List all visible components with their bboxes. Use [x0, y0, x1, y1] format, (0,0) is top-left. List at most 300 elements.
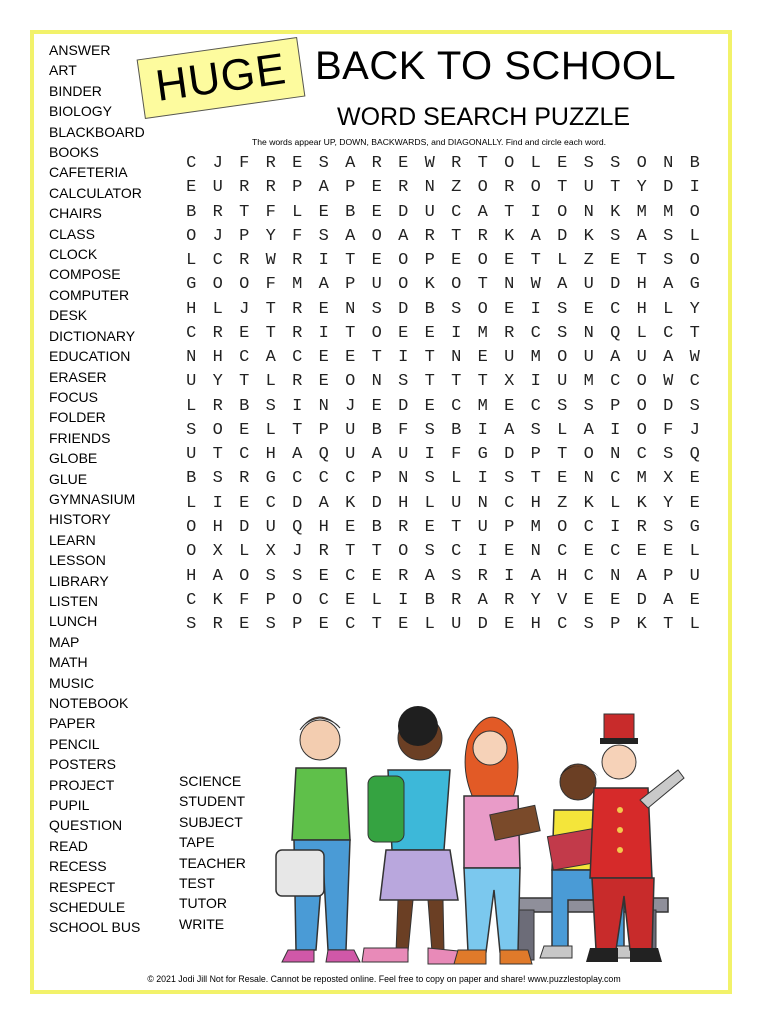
grid-letter[interactable]: R — [265, 178, 276, 198]
grid-letter[interactable]: L — [557, 251, 568, 271]
grid-letter[interactable]: A — [318, 275, 329, 295]
grid-letter[interactable]: S — [451, 566, 462, 586]
grid-letter[interactable]: O — [212, 420, 223, 440]
grid-letter[interactable]: R — [239, 469, 250, 489]
grid-letter[interactable]: P — [292, 178, 303, 198]
grid-letter[interactable]: O — [398, 251, 409, 271]
grid-letter[interactable]: W — [265, 251, 276, 271]
grid-letter[interactable]: D — [663, 178, 674, 198]
grid-letter[interactable]: D — [398, 202, 409, 222]
grid-letter[interactable]: T — [212, 445, 223, 465]
grid-letter[interactable]: O — [504, 154, 515, 173]
grid-letter[interactable]: S — [557, 323, 568, 343]
grid-letter[interactable]: I — [398, 590, 409, 610]
grid-letter[interactable]: U — [477, 517, 488, 537]
grid-letter[interactable]: B — [239, 396, 250, 416]
grid-letter[interactable]: S — [318, 226, 329, 246]
grid-letter[interactable]: S — [265, 566, 276, 586]
grid-letter[interactable]: W — [689, 348, 700, 368]
grid-letter[interactable]: E — [371, 251, 382, 271]
grid-letter[interactable]: A — [530, 566, 541, 586]
grid-letter[interactable]: M — [530, 348, 541, 368]
grid-letter[interactable]: E — [318, 566, 329, 586]
grid-letter[interactable]: I — [689, 178, 700, 198]
grid-letter[interactable]: L — [610, 493, 621, 513]
grid-letter[interactable]: N — [318, 396, 329, 416]
grid-letter[interactable]: L — [424, 615, 435, 635]
grid-letter[interactable]: S — [212, 469, 223, 489]
grid-letter[interactable]: N — [186, 348, 197, 368]
grid-letter[interactable]: S — [424, 420, 435, 440]
grid-letter[interactable]: W — [663, 372, 674, 392]
grid-letter[interactable]: O — [583, 445, 594, 465]
grid-letter[interactable]: C — [292, 348, 303, 368]
grid-letter[interactable]: Y — [265, 226, 276, 246]
grid-letter[interactable]: A — [345, 154, 356, 173]
grid-letter[interactable]: L — [689, 542, 700, 562]
grid-letter[interactable]: O — [212, 275, 223, 295]
grid-letter[interactable]: O — [345, 372, 356, 392]
grid-letter[interactable]: C — [265, 493, 276, 513]
grid-letter[interactable]: J — [292, 542, 303, 562]
grid-letter[interactable]: S — [689, 396, 700, 416]
grid-letter[interactable]: A — [663, 275, 674, 295]
grid-letter[interactable]: U — [504, 348, 515, 368]
grid-letter[interactable]: Y — [530, 590, 541, 610]
grid-letter[interactable]: A — [477, 590, 488, 610]
grid-letter[interactable]: U — [212, 178, 223, 198]
grid-letter[interactable]: C — [186, 154, 197, 173]
grid-letter[interactable]: R — [212, 202, 223, 222]
grid-letter[interactable]: G — [265, 469, 276, 489]
grid-letter[interactable]: T — [239, 372, 250, 392]
grid-letter[interactable]: T — [371, 348, 382, 368]
grid-letter[interactable]: I — [530, 202, 541, 222]
grid-letter[interactable]: T — [371, 542, 382, 562]
grid-letter[interactable]: E — [345, 348, 356, 368]
grid-letter[interactable]: J — [212, 226, 223, 246]
grid-letter[interactable]: N — [477, 493, 488, 513]
grid-letter[interactable]: R — [477, 226, 488, 246]
grid-letter[interactable]: R — [398, 517, 409, 537]
grid-letter[interactable]: B — [424, 590, 435, 610]
grid-letter[interactable]: D — [557, 226, 568, 246]
grid-letter[interactable]: N — [583, 202, 594, 222]
grid-letter[interactable]: O — [636, 154, 647, 173]
grid-letter[interactable]: Q — [689, 445, 700, 465]
grid-letter[interactable]: I — [530, 372, 541, 392]
grid-letter[interactable]: A — [557, 275, 568, 295]
grid-letter[interactable]: E — [186, 178, 197, 198]
grid-letter[interactable]: O — [292, 590, 303, 610]
grid-letter[interactable]: B — [424, 299, 435, 319]
grid-letter[interactable]: U — [371, 275, 382, 295]
grid-letter[interactable]: K — [583, 493, 594, 513]
grid-letter[interactable]: C — [610, 372, 621, 392]
grid-letter[interactable]: H — [557, 566, 568, 586]
grid-letter[interactable]: F — [451, 445, 462, 465]
grid-letter[interactable]: R — [212, 396, 223, 416]
grid-letter[interactable]: O — [530, 178, 541, 198]
grid-letter[interactable]: E — [451, 251, 462, 271]
grid-letter[interactable]: T — [451, 226, 462, 246]
grid-letter[interactable]: G — [689, 517, 700, 537]
grid-letter[interactable]: E — [318, 299, 329, 319]
grid-letter[interactable]: T — [530, 251, 541, 271]
grid-letter[interactable]: R — [451, 154, 462, 173]
grid-letter[interactable]: K — [212, 590, 223, 610]
grid-letter[interactable]: E — [424, 517, 435, 537]
grid-letter[interactable]: A — [610, 348, 621, 368]
grid-letter[interactable]: U — [583, 348, 594, 368]
grid-letter[interactable]: H — [530, 493, 541, 513]
grid-letter[interactable]: C — [636, 445, 647, 465]
grid-letter[interactable]: S — [318, 154, 329, 173]
grid-letter[interactable]: I — [292, 396, 303, 416]
grid-letter[interactable]: F — [663, 420, 674, 440]
grid-letter[interactable]: L — [451, 469, 462, 489]
grid-letter[interactable]: D — [239, 517, 250, 537]
grid-letter[interactable]: S — [371, 299, 382, 319]
grid-letter[interactable]: T — [292, 420, 303, 440]
grid-letter[interactable]: H — [636, 299, 647, 319]
grid-letter[interactable]: R — [477, 566, 488, 586]
grid-letter[interactable]: X — [504, 372, 515, 392]
grid-letter[interactable]: N — [424, 178, 435, 198]
grid-letter[interactable]: M — [663, 202, 674, 222]
grid-letter[interactable]: H — [186, 299, 197, 319]
grid-letter[interactable]: C — [530, 323, 541, 343]
grid-letter[interactable]: P — [504, 517, 515, 537]
grid-letter[interactable]: A — [477, 202, 488, 222]
grid-letter[interactable]: S — [663, 445, 674, 465]
grid-letter[interactable]: L — [186, 396, 197, 416]
grid-letter[interactable]: X — [265, 542, 276, 562]
grid-letter[interactable]: C — [292, 469, 303, 489]
grid-letter[interactable]: J — [212, 154, 223, 173]
grid-letter[interactable]: T — [345, 251, 356, 271]
grid-letter[interactable]: D — [398, 396, 409, 416]
grid-letter[interactable]: S — [583, 396, 594, 416]
grid-letter[interactable]: Z — [557, 493, 568, 513]
grid-letter[interactable]: Y — [212, 372, 223, 392]
grid-letter[interactable]: I — [318, 323, 329, 343]
grid-letter[interactable]: S — [398, 372, 409, 392]
grid-letter[interactable]: E — [318, 202, 329, 222]
grid-letter[interactable]: T — [265, 299, 276, 319]
grid-letter[interactable]: O — [186, 517, 197, 537]
grid-letter[interactable]: O — [557, 348, 568, 368]
grid-letter[interactable]: L — [424, 493, 435, 513]
grid-letter[interactable]: T — [663, 615, 674, 635]
grid-letter[interactable]: O — [636, 420, 647, 440]
grid-letter[interactable]: H — [265, 445, 276, 465]
grid-letter[interactable]: A — [583, 420, 594, 440]
grid-letter[interactable]: C — [318, 469, 329, 489]
grid-letter[interactable]: C — [451, 202, 462, 222]
grid-letter[interactable]: P — [265, 590, 276, 610]
grid-letter[interactable]: D — [636, 590, 647, 610]
grid-letter[interactable]: T — [345, 323, 356, 343]
grid-letter[interactable]: H — [186, 566, 197, 586]
grid-letter[interactable]: R — [504, 178, 515, 198]
grid-letter[interactable]: Y — [689, 299, 700, 319]
grid-letter[interactable]: G — [689, 275, 700, 295]
grid-letter[interactable]: I — [530, 299, 541, 319]
grid-letter[interactable]: K — [636, 493, 647, 513]
grid-letter[interactable]: O — [398, 275, 409, 295]
grid-letter[interactable]: D — [663, 396, 674, 416]
grid-letter[interactable]: A — [504, 420, 515, 440]
grid-letter[interactable]: C — [186, 590, 197, 610]
grid-letter[interactable]: P — [530, 445, 541, 465]
grid-letter[interactable]: S — [583, 154, 594, 173]
grid-letter[interactable]: N — [345, 299, 356, 319]
grid-letter[interactable]: E — [636, 542, 647, 562]
grid-letter[interactable]: G — [186, 275, 197, 295]
grid-letter[interactable]: N — [610, 566, 621, 586]
grid-letter[interactable]: E — [583, 590, 594, 610]
grid-letter[interactable]: S — [663, 226, 674, 246]
grid-letter[interactable]: O — [477, 251, 488, 271]
grid-letter[interactable]: T — [451, 372, 462, 392]
grid-letter[interactable]: C — [663, 323, 674, 343]
grid-letter[interactable]: S — [663, 517, 674, 537]
grid-letter[interactable]: T — [477, 154, 488, 173]
grid-letter[interactable]: S — [610, 226, 621, 246]
grid-letter[interactable]: N — [663, 154, 674, 173]
grid-letter[interactable]: E — [504, 396, 515, 416]
grid-letter[interactable]: T — [424, 372, 435, 392]
grid-letter[interactable]: Y — [663, 493, 674, 513]
grid-letter[interactable]: N — [530, 542, 541, 562]
grid-letter[interactable]: S — [424, 469, 435, 489]
grid-letter[interactable]: Q — [318, 445, 329, 465]
grid-letter[interactable]: E — [689, 469, 700, 489]
grid-letter[interactable]: S — [557, 396, 568, 416]
grid-letter[interactable]: T — [530, 469, 541, 489]
grid-letter[interactable]: S — [583, 615, 594, 635]
grid-letter[interactable]: A — [318, 178, 329, 198]
grid-letter[interactable]: A — [292, 445, 303, 465]
grid-letter[interactable]: S — [186, 615, 197, 635]
grid-letter[interactable]: E — [583, 299, 594, 319]
grid-letter[interactable]: U — [345, 420, 356, 440]
grid-letter[interactable]: S — [504, 469, 515, 489]
grid-letter[interactable]: A — [212, 566, 223, 586]
grid-letter[interactable]: H — [398, 493, 409, 513]
grid-letter[interactable]: K — [636, 615, 647, 635]
grid-letter[interactable]: O — [557, 202, 568, 222]
grid-letter[interactable]: U — [636, 348, 647, 368]
grid-letter[interactable]: U — [583, 178, 594, 198]
grid-letter[interactable]: L — [186, 251, 197, 271]
grid-letter[interactable]: H — [636, 275, 647, 295]
grid-letter[interactable]: E — [292, 154, 303, 173]
grid-letter[interactable]: B — [371, 517, 382, 537]
grid-letter[interactable]: N — [583, 469, 594, 489]
grid-letter[interactable]: M — [636, 469, 647, 489]
grid-letter[interactable]: N — [504, 275, 515, 295]
grid-letter[interactable]: E — [504, 299, 515, 319]
grid-letter[interactable]: A — [265, 348, 276, 368]
grid-letter[interactable]: Q — [610, 323, 621, 343]
grid-letter[interactable]: D — [292, 493, 303, 513]
grid-letter[interactable]: G — [477, 445, 488, 465]
grid-letter[interactable]: B — [186, 469, 197, 489]
grid-letter[interactable]: T — [557, 178, 568, 198]
grid-letter[interactable]: R — [239, 178, 250, 198]
grid-letter[interactable]: P — [610, 396, 621, 416]
grid-letter[interactable]: H — [212, 517, 223, 537]
grid-letter[interactable]: S — [530, 420, 541, 440]
grid-letter[interactable]: L — [186, 493, 197, 513]
grid-letter[interactable]: L — [371, 590, 382, 610]
grid-letter[interactable]: P — [292, 615, 303, 635]
grid-letter[interactable]: F — [292, 226, 303, 246]
grid-letter[interactable]: L — [239, 542, 250, 562]
grid-letter[interactable]: L — [265, 372, 276, 392]
grid-letter[interactable]: E — [477, 348, 488, 368]
grid-letter[interactable]: U — [265, 517, 276, 537]
grid-letter[interactable]: C — [186, 323, 197, 343]
grid-letter[interactable]: C — [239, 348, 250, 368]
grid-letter[interactable]: T — [477, 275, 488, 295]
grid-letter[interactable]: K — [424, 275, 435, 295]
grid-letter[interactable]: L — [212, 299, 223, 319]
grid-letter[interactable]: L — [557, 420, 568, 440]
grid-letter[interactable]: T — [557, 445, 568, 465]
grid-letter[interactable]: I — [451, 323, 462, 343]
grid-letter[interactable]: O — [636, 372, 647, 392]
grid-letter[interactable]: E — [663, 542, 674, 562]
grid-letter[interactable]: E — [371, 202, 382, 222]
grid-letter[interactable]: K — [610, 202, 621, 222]
grid-letter[interactable]: R — [292, 299, 303, 319]
grid-letter[interactable]: O — [451, 275, 462, 295]
grid-letter[interactable]: E — [557, 469, 568, 489]
grid-letter[interactable]: L — [530, 154, 541, 173]
grid-letter[interactable]: C — [530, 396, 541, 416]
grid-letter[interactable]: N — [398, 469, 409, 489]
grid-letter[interactable]: R — [424, 226, 435, 246]
grid-letter[interactable]: D — [504, 445, 515, 465]
grid-letter[interactable]: A — [424, 566, 435, 586]
grid-letter[interactable]: A — [530, 226, 541, 246]
grid-letter[interactable]: U — [398, 445, 409, 465]
grid-letter[interactable]: I — [477, 420, 488, 440]
grid-letter[interactable]: P — [371, 469, 382, 489]
grid-letter[interactable]: O — [371, 226, 382, 246]
grid-letter[interactable]: I — [424, 445, 435, 465]
grid-letter[interactable]: R — [212, 323, 223, 343]
grid-letter[interactable]: A — [663, 348, 674, 368]
grid-letter[interactable]: L — [689, 615, 700, 635]
grid-letter[interactable]: T — [504, 202, 515, 222]
grid-letter[interactable]: E — [504, 615, 515, 635]
grid-letter[interactable]: R — [239, 251, 250, 271]
grid-letter[interactable]: Z — [583, 251, 594, 271]
grid-letter[interactable]: E — [398, 615, 409, 635]
grid-letter[interactable]: W — [530, 275, 541, 295]
grid-letter[interactable]: C — [212, 251, 223, 271]
grid-letter[interactable]: C — [451, 396, 462, 416]
grid-letter[interactable]: P — [239, 226, 250, 246]
grid-letter[interactable]: V — [557, 590, 568, 610]
grid-letter[interactable]: N — [610, 445, 621, 465]
grid-letter[interactable]: M — [636, 202, 647, 222]
grid-letter[interactable]: E — [371, 396, 382, 416]
grid-letter[interactable]: T — [477, 372, 488, 392]
grid-letter[interactable]: T — [689, 323, 700, 343]
grid-letter[interactable]: C — [451, 542, 462, 562]
grid-letter[interactable]: F — [239, 590, 250, 610]
grid-letter[interactable]: E — [398, 323, 409, 343]
grid-letter[interactable]: E — [689, 493, 700, 513]
grid-letter[interactable]: R — [398, 566, 409, 586]
grid-letter[interactable]: P — [318, 420, 329, 440]
grid-letter[interactable]: Z — [451, 178, 462, 198]
grid-letter[interactable]: S — [451, 299, 462, 319]
grid-letter[interactable]: E — [610, 251, 621, 271]
grid-letter[interactable]: E — [557, 154, 568, 173]
grid-letter[interactable]: R — [292, 251, 303, 271]
grid-letter[interactable]: J — [689, 420, 700, 440]
grid-letter[interactable]: E — [239, 420, 250, 440]
grid-letter[interactable]: L — [689, 226, 700, 246]
grid-letter[interactable]: F — [398, 420, 409, 440]
grid-letter[interactable]: C — [610, 299, 621, 319]
grid-letter[interactable]: N — [371, 372, 382, 392]
grid-letter[interactable]: O — [477, 299, 488, 319]
grid-letter[interactable]: R — [292, 323, 303, 343]
grid-letter[interactable]: H — [318, 517, 329, 537]
grid-letter[interactable]: I — [504, 566, 515, 586]
grid-letter[interactable]: R — [451, 590, 462, 610]
grid-letter[interactable]: F — [239, 154, 250, 173]
grid-letter[interactable]: R — [398, 178, 409, 198]
grid-letter[interactable]: L — [265, 420, 276, 440]
grid-letter[interactable]: E — [504, 542, 515, 562]
grid-letter[interactable]: A — [345, 226, 356, 246]
grid-letter[interactable]: T — [451, 517, 462, 537]
grid-letter[interactable]: I — [477, 469, 488, 489]
grid-letter[interactable]: F — [265, 275, 276, 295]
grid-letter[interactable]: E — [424, 323, 435, 343]
grid-letter[interactable]: A — [318, 493, 329, 513]
grid-letter[interactable]: C — [583, 517, 594, 537]
grid-letter[interactable]: E — [689, 590, 700, 610]
grid-letter[interactable]: B — [689, 154, 700, 173]
grid-letter[interactable]: H — [212, 348, 223, 368]
grid-letter[interactable]: S — [265, 396, 276, 416]
grid-letter[interactable]: C — [610, 542, 621, 562]
grid-letter[interactable]: D — [398, 299, 409, 319]
grid-letter[interactable]: T — [610, 178, 621, 198]
grid-letter[interactable]: A — [636, 226, 647, 246]
grid-letter[interactable]: E — [371, 566, 382, 586]
grid-letter[interactable]: D — [477, 615, 488, 635]
grid-letter[interactable]: E — [345, 517, 356, 537]
grid-letter[interactable]: M — [530, 517, 541, 537]
grid-letter[interactable]: T — [265, 323, 276, 343]
grid-letter[interactable]: I — [212, 493, 223, 513]
grid-letter[interactable]: E — [424, 396, 435, 416]
grid-letter[interactable]: P — [424, 251, 435, 271]
grid-letter[interactable]: M — [583, 372, 594, 392]
grid-letter[interactable]: B — [345, 202, 356, 222]
grid-letter[interactable]: T — [345, 542, 356, 562]
